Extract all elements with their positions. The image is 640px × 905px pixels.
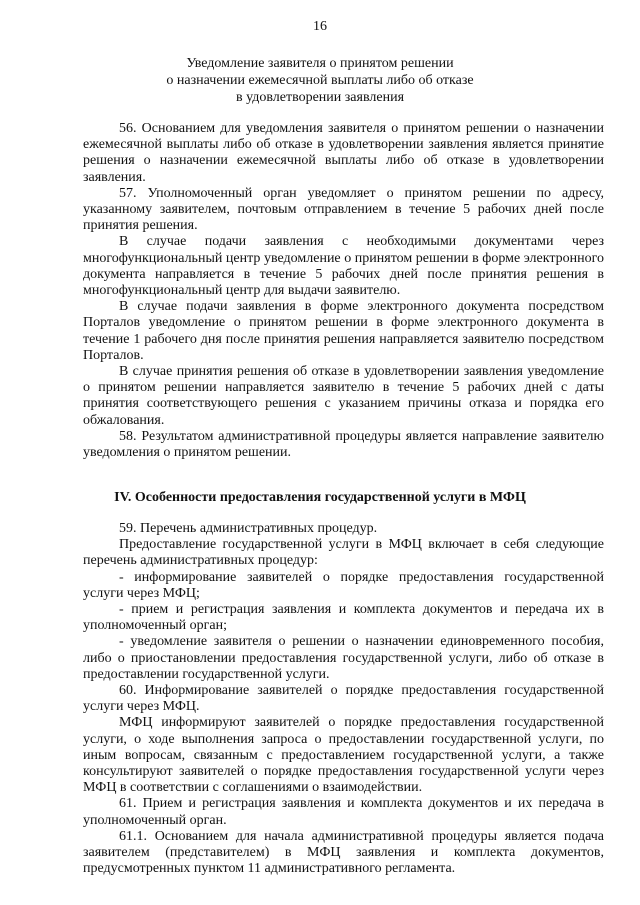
list-item: - уведомление заявителя о решении о назначении единовременного пособия, либо о приостановлении предоставления государственной услуги, либо об отказе в предоставлении государственной услуги. — [83, 634, 604, 682]
notice-heading-line: о назначении ежемесячной выплаты либо об отказе — [166, 73, 474, 88]
notice-heading-line: в удовлетворении заявления — [235, 90, 405, 105]
notice-heading-line: Уведомление заявителя о принятом решении — [186, 56, 454, 71]
page-number: 16 — [313, 19, 327, 34]
paragraph-mfc-informing: МФЦ информируют заявителей о порядке предоставления государственной услуги, о ходе выполнения запроса о предоставлении государственной услуги, по иным вопросам, связанным с предоставлением государственной услуги, а также консультируют заявителей о порядке предоставления государственной услуги через МФЦ в соответствии с соглашениями о взаимодействии. — [83, 715, 604, 796]
paragraph-56: 56. Основанием для уведомления заявителя о принятом решении о назначении ежемесячной выплаты либо об отказе в удовлетворении заявления является принятие решения о назначении ежемесячной выплаты либо об отказе в удовлетворении заявления. — [83, 121, 604, 185]
notice-heading — [120, 55, 520, 106]
paragraph-mfc-notice: В случае подачи заявления с необходимыми документами через многофункциональный центр уведомление о принятом решении в форме электронного документа направляется в течение 5 рабочих дней после принятия решения в многофункциональный центр для выдачи заявителю. — [83, 234, 604, 299]
paragraph-refusal-notice: В случае принятия решения об отказе в удовлетворении заявления уведомление о принятом решении направляется заявителю в течение 5 рабочих дней с даты принятия соответствующего решения с указанием причины отказа и порядка его обжалования. — [83, 364, 604, 428]
notice-body — [83, 121, 604, 461]
paragraph-61: 61. Прием и регистрация заявления и комплекта документов и их передача в уполномоченный орган. — [83, 796, 604, 828]
paragraph-57: 57. Уполномоченный орган уведомляет о принятом решении по адресу, указанному заявителем, почтовым отправлением в течение 5 рабочих дней после принятия решения. — [83, 185, 604, 234]
section-heading: IV. Особенности предоставления государственной услуги в МФЦ — [114, 490, 526, 505]
paragraph-60: 60. Информирование заявителей о порядке предоставления государственной услуги через МФЦ. — [83, 683, 604, 715]
paragraph-58: 58. Результатом административной процедуры является направление заявителю уведомления о принятом решении. — [83, 428, 604, 461]
list-item: - информирование заявителей о порядке предоставления государственной услуги через МФЦ; — [83, 569, 604, 601]
list-item: - прием и регистрация заявления и комплекта документов и передача их в уполномоченный орган; — [83, 602, 604, 634]
paragraph-portal-notice: В случае подачи заявления в форме электронного документа посредством Порталов уведомление о принятом решении в форме электронного документа в течение 1 рабочего дня после принятия решения направляется заявителю посредством Порталов. — [83, 299, 604, 363]
paragraph-61-1: 61.1. Основанием для начала административной процедуры является подача заявителем (представителем) в МФЦ заявления и комплекта документов, предусмотренных пунктом 11 административного регламента. — [83, 828, 604, 877]
paragraph-59: 59. Перечень административных процедур. — [119, 521, 378, 536]
paragraph-procedures-intro: Предоставление государственной услуги в МФЦ включает в себя следующие перечень административных процедур: — [83, 537, 604, 569]
section-body — [83, 521, 604, 877]
